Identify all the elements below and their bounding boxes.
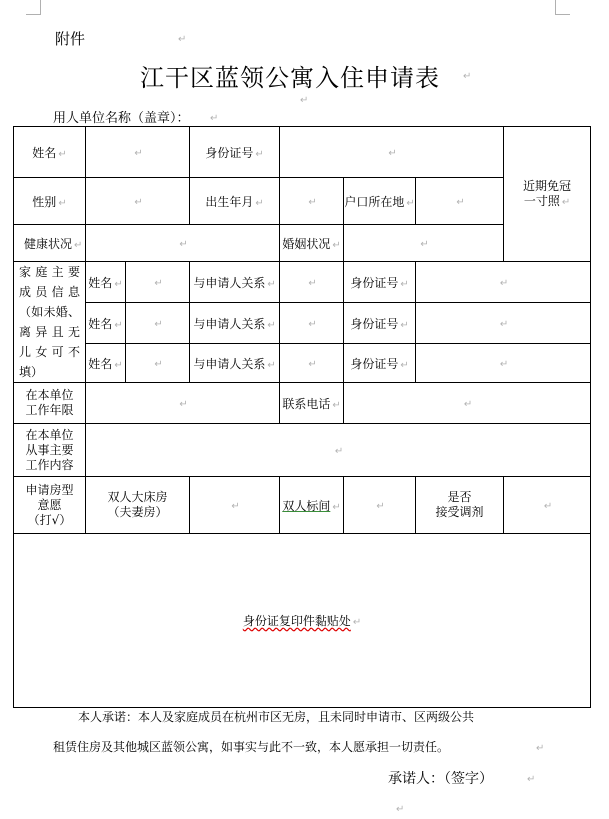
return-mark: ↵: [527, 774, 536, 785]
family-id-label: 身份证号 ↵: [344, 262, 416, 303]
family-name-field[interactable]: ↵: [126, 344, 190, 383]
signer-label: 承诺人：（签字）: [388, 771, 493, 787]
family-name-field[interactable]: ↵: [126, 303, 190, 344]
family-relation-label: 与申请人关系 ↵: [190, 344, 280, 383]
hukou-label: 户口所在地 ↵: [344, 178, 416, 225]
gender-field[interactable]: ↵: [86, 178, 190, 225]
family-relation-field[interactable]: ↵: [280, 303, 344, 344]
double-bed-checkbox[interactable]: ↵: [190, 477, 280, 534]
family-name-field[interactable]: ↵: [126, 262, 190, 303]
birth-field[interactable]: ↵: [280, 178, 344, 225]
work-years-field[interactable]: ↵: [86, 383, 280, 424]
work-content-label: 在本单位 从事主要 工作内容: [14, 424, 86, 477]
health-label: 健康状况 ↵: [14, 225, 86, 262]
family-id-field[interactable]: ↵: [416, 262, 591, 303]
family-id-field[interactable]: ↵: [416, 303, 591, 344]
attachment-label: 附件: [55, 30, 86, 48]
family-id-field[interactable]: ↵: [416, 344, 591, 383]
family-relation-label: 与申请人关系 ↵: [190, 303, 280, 344]
birth-label: 出生年月 ↵: [190, 178, 280, 225]
marital-field[interactable]: ↵: [344, 225, 504, 262]
hukou-field[interactable]: ↵: [416, 178, 504, 225]
page-title: 江干区蓝领公寓入住申请表: [140, 64, 440, 92]
id-number-field[interactable]: ↵: [280, 127, 504, 178]
name-field[interactable]: ↵: [86, 127, 190, 178]
application-form-table: [13, 126, 591, 708]
marital-label: 婚姻状况 ↵: [280, 225, 344, 262]
standard-room-option-label: 双人标间 ↵: [280, 477, 344, 534]
family-relation-field[interactable]: ↵: [280, 344, 344, 383]
family-name-label: 姓名 ↵: [86, 303, 126, 344]
crop-mark-top-right: [555, 0, 570, 15]
family-members-label: 家庭主要 成员信息 （如未婚、 离异且无 儿女可不 填）: [14, 262, 86, 383]
family-name-label: 姓名 ↵: [86, 262, 126, 303]
return-mark: ↵: [463, 71, 472, 82]
phone-label: 联系电话 ↵: [280, 383, 344, 424]
accept-adjust-label: 是否 接受调剂: [416, 477, 504, 534]
family-relation-label: 与申请人关系 ↵: [190, 262, 280, 303]
crop-mark-top-left: [26, 0, 41, 15]
accept-adjust-field[interactable]: ↵: [504, 477, 591, 534]
id-copy-paste-area: 身份证复印件黏贴处 ↵: [14, 534, 591, 708]
employer-name-label: 用人单位名称（盖章）：: [53, 111, 190, 126]
promise-line-1: 本人承诺：本人及家庭成员在杭州市区无房，且未同时申请市、区两级公共: [78, 710, 475, 724]
family-id-label: 身份证号 ↵: [344, 303, 416, 344]
room-intent-label: 申请房型 意愿 （打√）: [14, 477, 86, 534]
name-label: 姓名 ↵: [14, 127, 86, 178]
double-bed-option-label: 双人大床房 （夫妻房）: [86, 477, 190, 534]
health-field[interactable]: ↵: [86, 225, 280, 262]
work-years-label: 在本单位 工作年限: [14, 383, 86, 424]
return-mark: ↵: [210, 113, 219, 124]
gender-label: 性别 ↵: [14, 178, 86, 225]
return-mark: ↵: [536, 743, 545, 754]
id-number-label: 身份证号 ↵: [190, 127, 280, 178]
family-relation-field[interactable]: ↵: [280, 262, 344, 303]
family-name-label: 姓名 ↵: [86, 344, 126, 383]
return-mark: ↵: [396, 804, 405, 815]
promise-line-2: 租赁住房及其他城区蓝领公寓，如事实与此不一致，本人愿承担一切责任。: [53, 740, 450, 754]
work-content-field[interactable]: ↵: [86, 424, 591, 477]
photo-area: 近期免冠 一寸照 ↵: [504, 127, 591, 262]
family-id-label: 身份证号 ↵: [344, 344, 416, 383]
phone-field[interactable]: ↵: [344, 383, 591, 424]
standard-room-checkbox[interactable]: ↵: [344, 477, 416, 534]
return-mark: ↵: [300, 95, 309, 106]
return-mark: ↵: [178, 34, 187, 45]
